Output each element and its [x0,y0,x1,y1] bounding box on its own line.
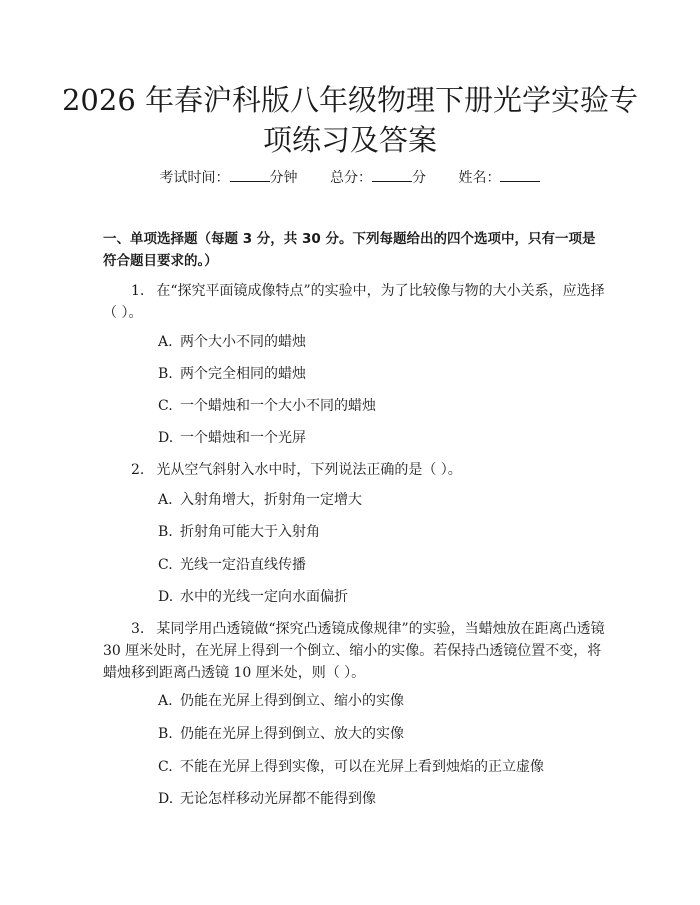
question-1-option-c [158,396,376,416]
option-letter: B. [158,366,173,382]
exam-meta [0,168,700,188]
question-3-option-d [158,789,376,809]
option-text: 一个蜡烛和一个大小不同的蜡烛 [180,398,376,414]
question-1-option-a [158,332,306,352]
option-letter: A. [158,492,173,508]
option-text: 两个大小不同的蜡烛 [180,334,306,350]
question-2-option-a [158,490,362,510]
option-letter: C. [158,398,173,414]
option-text: 入射角增大，折射角一定增大 [180,492,362,508]
section-heading: 一、单项选择题（每题 3 分，共 30 分。下列每题给出的四个选项中，只有一项是符合题目要求的。） [103,231,596,269]
exam-time-label: 考试时间： [159,170,230,186]
option-letter: B. [158,726,173,742]
option-letter: C. [158,557,173,573]
question-number: 3. [131,621,145,637]
option-text: 折射角可能大于入射角 [180,524,320,540]
option-letter: A. [158,693,173,709]
option-letter: D. [158,430,174,446]
option-letter: A. [158,334,173,350]
student-name-blank [500,169,540,182]
total-score-label: 总分： [330,170,372,186]
question-2-option-c [158,555,306,575]
total-score [330,168,426,188]
option-text: 光线一定沿直线传播 [180,557,306,573]
option-text: 两个完全相同的蜡烛 [180,366,306,382]
question-3 [103,618,608,684]
option-letter: B. [158,524,173,540]
exam-time-unit: 分钟 [269,170,298,186]
question-1 [103,280,608,324]
exam-time-blank [230,169,270,182]
document-title-line-1: 2026 年春沪科版八年级物理下册光学实验专 [61,83,639,117]
total-score-unit: 分 [412,170,426,186]
option-text: 仍能在光屏上得到倒立、缩小的实像 [180,693,404,709]
option-letter: D. [158,589,174,605]
option-text: 不能在光屏上得到实像，可以在光屏上看到烛焰的正立虚像 [180,759,544,775]
student-name [458,168,540,188]
document-title-line-2: 项练习及答案 [262,123,437,157]
option-letter: C. [158,759,173,775]
question-1-option-b [158,364,306,384]
option-text: 无论怎样移动光屏都不能得到像 [180,791,376,807]
question-3-option-b [158,724,404,744]
question-2-option-d [158,587,348,607]
option-text: 水中的光线一定向水面偏折 [180,589,348,605]
question-text: 光从空气斜射入水中时，下列说法正确的是（ ）。 [156,462,462,478]
option-text: 仍能在光屏上得到倒立、放大的实像 [180,726,404,742]
question-text: 在“探究平面镜成像特点”的实验中，为了比较像与物的大小关系，应选择（ ）。 [103,283,605,321]
question-text: 某同学用凸透镜做“探究凸透镜成像规律”的实验，当蜡烛放在距离凸透镜 30 厘米处时，在光屏上得到一个倒立、缩小的实像。若保持凸透镜位置不变，将蜡烛移到距离凸透镜 10 厘米处，则（ ）。 [103,621,605,681]
question-2 [103,459,608,481]
exam-time [160,168,298,188]
question-2-option-b [158,522,320,542]
question-number: 2. [131,462,145,478]
question-number: 1. [131,283,145,299]
question-1-option-d [158,428,306,448]
student-name-label: 姓名： [458,170,501,186]
total-score-blank [372,169,412,182]
option-letter: D. [158,791,174,807]
question-3-option-a [158,691,404,711]
option-text: 一个蜡烛和一个光屏 [180,430,306,446]
question-3-option-c [158,757,544,777]
